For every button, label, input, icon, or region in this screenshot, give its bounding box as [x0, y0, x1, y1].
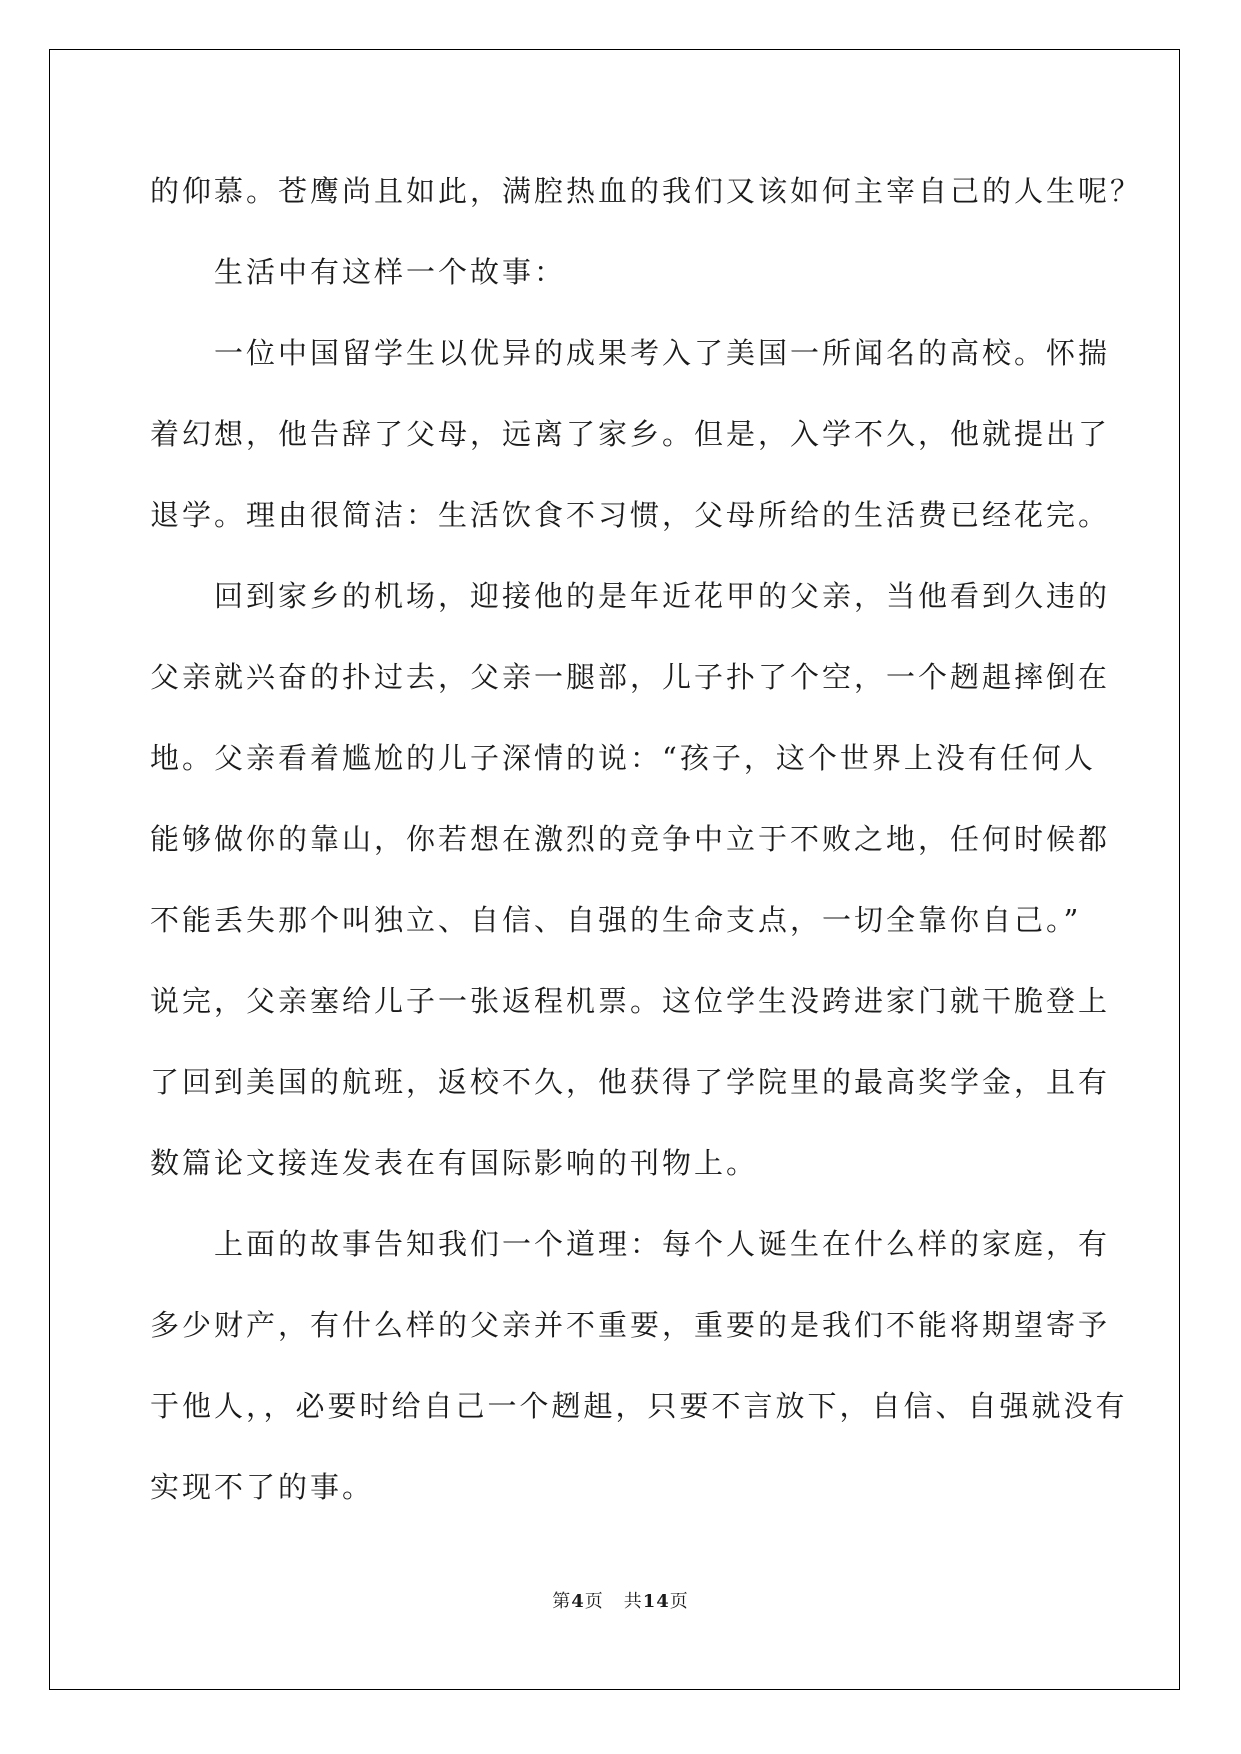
text-line: 地。父亲看着尴尬的儿子深情的说：“孩子，这个世界上没有任何人	[150, 741, 1096, 775]
text-line: 上面的故事告知我们一个道理：每个人诞生在什么样的家庭，有	[214, 1227, 1111, 1261]
footer-total-suffix: 页	[669, 1591, 689, 1612]
text-line: 能够做你的靠山，你若想在激烈的竞争中立于不败之地，任何时候都	[150, 822, 1111, 856]
text-line: 于他人，，必要时给自己一个趔趄，只要不言放下，自信、自强就没有	[150, 1389, 1128, 1423]
total-pages: 14	[642, 1591, 670, 1612]
text-line: 着幻想，他告辞了父母，远离了家乡。但是，入学不久，他就提出了	[150, 417, 1111, 451]
text-line: 的仰慕。苍鹰尚且如此，满腔热血的我们又该如何主宰自己的人生呢？	[150, 174, 1143, 208]
text-line: 生活中有这样一个故事：	[214, 255, 567, 289]
text-line: 回到家乡的机场，迎接他的是年近花甲的父亲，当他看到久违的	[214, 579, 1111, 613]
text-line: 了回到美国的航班，返校不久，他获得了学院里的最高奖学金，且有	[150, 1065, 1111, 1099]
text-line: 一位中国留学生以优异的成果考入了美国一所闻名的高校。怀揣	[214, 336, 1111, 370]
page-number: 4	[571, 1591, 585, 1612]
text-line: 数篇论文接连发表在有国际影响的刊物上。	[150, 1146, 759, 1180]
footer-page-suffix: 页	[584, 1591, 604, 1612]
text-line: 父亲就兴奋的扑过去，父亲一腿部，儿子扑了个空，一个趔趄摔倒在	[150, 660, 1111, 694]
text-line: 实现不了的事。	[150, 1470, 375, 1504]
document-body	[150, 157, 1143, 1534]
footer-prefix: 第	[552, 1591, 572, 1612]
text-line: 多少财产，有什么样的父亲并不重要，重要的是我们不能将期望寄予	[150, 1308, 1111, 1342]
text-line: 退学。理由很简洁：生活饮食不习惯，父母所给的生活费已经花完。	[150, 498, 1111, 532]
text-line: 说完，父亲塞给儿子一张返程机票。这位学生没跨进家门就干脆登上	[150, 984, 1111, 1018]
text-line: 不能丢失那个叫独立、自信、自强的生命支点，一切全靠你自己。”	[150, 903, 1082, 937]
page-footer	[0, 1587, 1241, 1613]
footer-total-prefix: 共	[623, 1591, 643, 1612]
